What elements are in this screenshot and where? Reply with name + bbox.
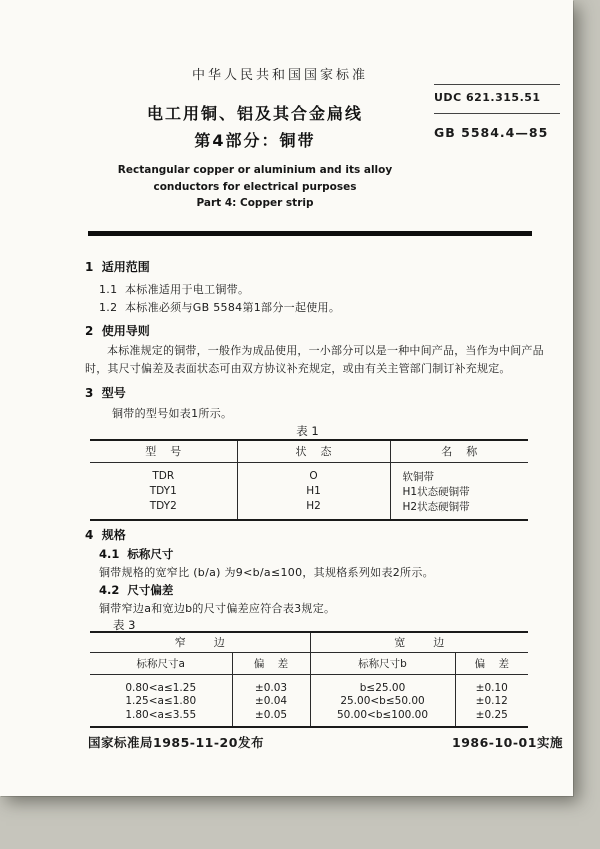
table-1-row — [90, 499, 528, 520]
standard-title-en — [35, 162, 475, 212]
standard-jurisdiction: 中华人民共和国国家标准 — [191, 68, 368, 83]
table-1-col-type: 型 号 — [90, 440, 237, 462]
header-divider-bar — [88, 231, 532, 236]
type-table — [90, 439, 528, 521]
cell-deviation-b: ±0.10 — [455, 674, 528, 694]
cell-state: O — [237, 462, 390, 484]
deviation-table — [90, 631, 528, 728]
en-title-line-1: Rectangular copper or aluminium and its alloy — [117, 164, 393, 176]
cell-name: 软铜带 — [390, 462, 528, 484]
table-1-row — [90, 462, 528, 484]
footer-issued-by: 国家标准局1985-11-20发布 — [88, 735, 264, 750]
udc-number: UDC 621.315.51 — [434, 91, 541, 104]
cell-type: TDY1 — [149, 485, 177, 497]
cell-name: H2状态硬铜带 — [390, 499, 528, 520]
table-3-group-header-row — [90, 632, 528, 652]
section-2-body: 本标准规定的铜带，一般作为成品使用，一小部分可以是一种中间产品，当作为中间产品时，其尺寸偏差及表面状态可由双方协议补充规定，或由有关主管部门制订补充规定。 — [85, 344, 544, 375]
table-1-header-row — [90, 440, 528, 462]
cell-nominal-a: 0.80<a≤1.25 — [125, 681, 197, 694]
cell-type: TDR — [152, 470, 175, 482]
cell-state: H2 — [237, 499, 390, 520]
table-3-row — [90, 694, 528, 709]
table-3-subheader-row — [90, 652, 528, 674]
table-1-caption: 表 1 — [296, 424, 319, 438]
section-4-heading: 4 规格 — [85, 528, 126, 542]
clause-4-2-body: 铜带窄边a和宽边b的尺寸偏差应符合表3规定。 — [99, 602, 336, 615]
cell-state: H1 — [237, 484, 390, 499]
section-3-intro: 铜带的型号如表1所示。 — [112, 407, 233, 420]
en-title-line-2: conductors for electrical purposes — [153, 180, 357, 193]
section-2-heading: 2 使用导则 — [85, 324, 150, 338]
col-deviation-a: 偏 差 — [232, 652, 310, 674]
clause-1-2: 1.2 本标准必须与GB 5584第1部分一起使用。 — [99, 301, 341, 314]
group-wide-edge: 宽 边 — [310, 632, 528, 652]
footer-effective-date: 1986-10-01实施 — [452, 735, 563, 750]
col-deviation-b: 偏 差 — [455, 652, 528, 674]
col-nominal-a: 标称尺寸a — [90, 652, 232, 674]
udc-mid-rule — [434, 113, 560, 114]
table-1-row — [90, 484, 528, 499]
udc-top-rule — [434, 84, 560, 85]
table-1-col-name: 名 称 — [390, 440, 528, 462]
title-line-2: 第4部分：铜带 — [194, 131, 316, 150]
cell-deviation-a: ±0.03 — [232, 674, 310, 694]
table-3-caption: 表 3 — [113, 618, 136, 632]
cell-type: TDY2 — [149, 500, 177, 512]
cell-nominal-b: 50.00<b≤100.00 — [310, 709, 455, 727]
section-1-heading: 1 适用范围 — [85, 260, 150, 274]
table-1-col-state: 状 态 — [237, 440, 390, 462]
cell-nominal-b: 25.00<b≤50.00 — [310, 694, 455, 709]
cell-name: H1状态硬铜带 — [390, 484, 528, 499]
clause-4-2-heading: 4.2 尺寸偏差 — [99, 583, 174, 597]
clause-4-1-heading: 4.1 标称尺寸 — [99, 547, 174, 561]
cell-nominal-a: 1.80<a≤3.55 — [125, 708, 197, 721]
cell-nominal-a: 1.25<a≤1.80 — [125, 695, 197, 707]
en-title-line-3: Part 4: Copper strip — [196, 197, 314, 209]
table-3-row — [90, 674, 528, 694]
section-3-heading: 3 型号 — [85, 386, 126, 400]
cell-deviation-a: ±0.04 — [232, 694, 310, 709]
group-narrow-edge: 窄 边 — [90, 632, 310, 652]
cell-deviation-b: ±0.25 — [455, 709, 528, 727]
col-nominal-b: 标称尺寸b — [310, 652, 455, 674]
title-line-1: 电工用铜、铝及其合金扁线 — [146, 104, 363, 123]
clause-4-1-body: 铜带规格的宽窄比 (b/a) 为9<b/a≤100，其规格系列如表2所示。 — [99, 566, 434, 579]
cell-deviation-b: ±0.12 — [455, 694, 528, 709]
table-3-row — [90, 709, 528, 727]
cell-deviation-a: ±0.05 — [232, 709, 310, 727]
standard-title-cn — [35, 100, 475, 154]
cell-nominal-b: b≤25.00 — [310, 674, 455, 694]
clause-1-1: 1.1 本标准适用于电工铜带。 — [99, 283, 250, 296]
udc-block — [434, 84, 566, 140]
standard-code: GB 5584.4—85 — [434, 125, 549, 140]
